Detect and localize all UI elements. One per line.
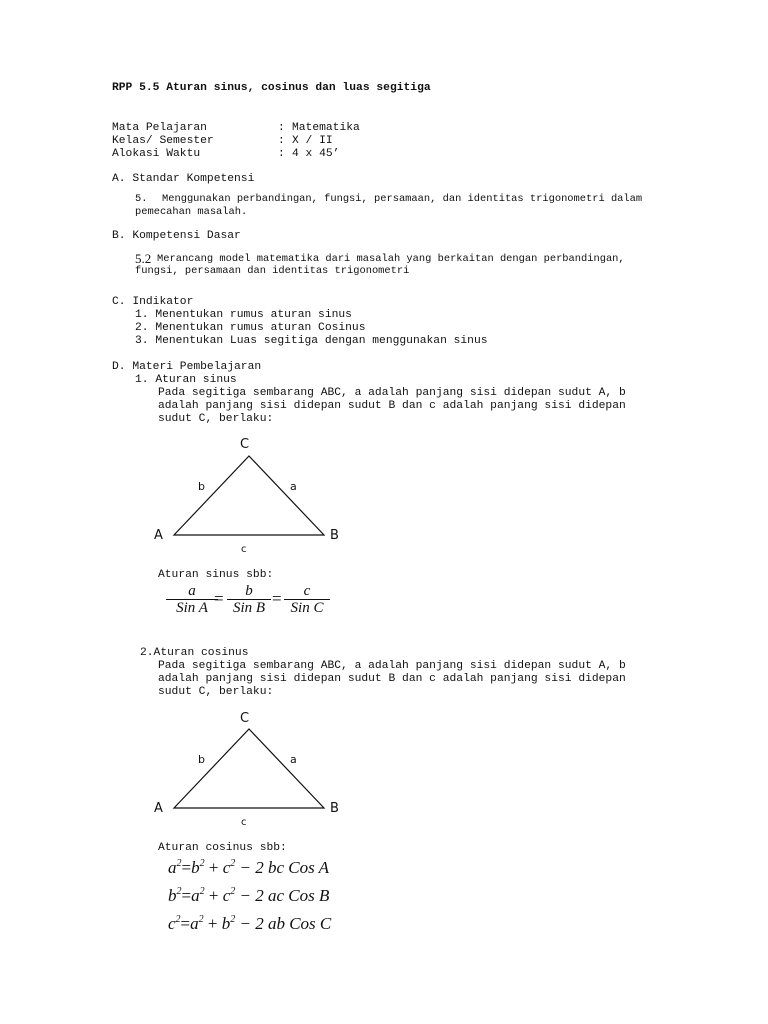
sinus-text-line: adalah panjang sisi didepan sudut B dan c adalah panjang sisi didepan (158, 400, 626, 412)
fraction-numerator: c (284, 583, 330, 600)
plus-sign: + (204, 858, 223, 877)
section-a-heading: A. Standar Kompetensi (112, 173, 255, 185)
section-a-line1: Menggunakan perbandingan, fungsi, persamaan, dan identitas trigonometri dalam (162, 193, 643, 205)
side-label-c: c (241, 817, 247, 828)
cosinus-rule-label: Aturan cosinus sbb: (158, 842, 287, 854)
info-label: Kelas/ Semester (112, 135, 214, 147)
side-label-b: b (198, 753, 205, 766)
exponent: 2 (176, 886, 182, 897)
equals-sign: = (181, 858, 192, 877)
vertex-label-c: C (240, 711, 250, 726)
cosinus-text-line: sudut C, berlaku: (158, 686, 274, 698)
section-d-heading: D. Materi Pembelajaran (112, 361, 262, 373)
vertex-label-b: B (330, 528, 339, 543)
fraction-c-sin-c (284, 583, 330, 617)
cosine-formula-b (168, 886, 329, 906)
formula-lhs: a (168, 858, 177, 877)
cosinus-text-line: adalah panjang sisi didepan sudut B dan c adalah panjang sisi didepan (158, 673, 626, 685)
section-b-line1: Merancang model matematika dari masalah yang berkaitan dengan perbandingan, (157, 253, 625, 265)
info-value: Matematika (292, 122, 360, 134)
section-a-line2: pemecahan masalah. (135, 206, 248, 218)
vertex-label-a: A (154, 528, 163, 543)
sinus-text-line: Pada segitiga sembarang ABC, a adalah panjang sisi didepan sudut A, b (158, 387, 626, 399)
cosine-formula-c (168, 914, 331, 934)
side-label-a: a (290, 753, 297, 766)
fraction-denominator: Sin B (232, 600, 266, 616)
equals-sign: = (181, 886, 192, 905)
exponent: 2 (230, 914, 236, 925)
formula-rest: − 2 ac Cos B (235, 886, 330, 905)
plus-sign: + (204, 886, 223, 905)
vertex-label-a: A (154, 801, 163, 816)
cosinus-text-line: Pada segitiga sembarang ABC, a adalah panjang sisi didepan sudut A, b (158, 660, 626, 672)
formula-term: b (191, 858, 200, 877)
formula-term: a (190, 914, 199, 933)
info-sep: : (278, 122, 285, 134)
equals-sign: = (214, 589, 224, 608)
formula-term: b (221, 914, 231, 933)
section-b-line2: fungsi, persamaan dan identitas trigonometri (135, 265, 410, 277)
side-label-b: b (198, 480, 205, 493)
info-label: Mata Pelajaran (112, 122, 207, 134)
exponent: 2 (175, 914, 181, 925)
section-b-heading: B. Kompetensi Dasar (112, 230, 241, 242)
plus-sign: + (203, 914, 222, 933)
exponent: 2 (198, 914, 204, 925)
formula-term: c (222, 858, 231, 877)
exponent: 2 (199, 886, 205, 897)
sinus-text-line: sudut C, berlaku: (158, 413, 274, 425)
triangle-shape (174, 456, 324, 535)
formula-lhs: b (168, 886, 177, 905)
section-b-number: 5.2 (135, 251, 152, 266)
sinus-rule-label: Aturan sinus sbb: (158, 569, 274, 581)
formula-term: a (191, 886, 200, 905)
indicator-item: 2. Menentukan rumus aturan Cosinus (135, 322, 366, 334)
info-sep: : (278, 135, 285, 147)
exponent: 2 (230, 858, 236, 869)
side-label-a: a (290, 480, 297, 493)
fraction-numerator: b (227, 583, 271, 600)
exponent: 2 (199, 858, 205, 869)
equals-sign: = (272, 589, 282, 608)
side-label-c: c (241, 544, 247, 555)
vertex-label-c: C (240, 437, 250, 452)
fraction-denominator: Sin A (176, 600, 208, 616)
cosinus-subheading: 2.Aturan cosinus (140, 647, 249, 659)
exponent: 2 (176, 858, 182, 869)
formula-lhs: c (168, 914, 176, 933)
info-sep: : (278, 148, 285, 160)
equals-sign: = (180, 914, 191, 933)
info-label: Alokasi Waktu (112, 148, 201, 160)
formula-rest: − 2 bc Cos A (235, 858, 330, 877)
formula-rest: − 2 ab Cos C (235, 914, 332, 933)
info-value: X / II (292, 135, 333, 147)
fraction-denominator: Sin C (290, 600, 324, 616)
section-a-number: 5. (135, 193, 148, 205)
formula-term: c (222, 886, 231, 905)
page-title: RPP 5.5 Aturan sinus, cosinus dan luas segitiga (112, 82, 431, 94)
info-value: 4 x 45’ (292, 148, 340, 160)
fraction-numerator: a (166, 583, 218, 600)
sinus-subheading: 1. Aturan sinus (135, 374, 237, 386)
section-c-heading: C. Indikator (112, 296, 194, 308)
fraction-a-sin-a (166, 583, 218, 617)
vertex-label-b: B (330, 801, 339, 816)
exponent: 2 (230, 886, 236, 897)
indicator-item: 1. Menentukan rumus aturan sinus (135, 309, 352, 321)
cosine-formula-a (168, 858, 329, 878)
indicator-item: 3. Menentukan Luas segitiga dengan menggunakan sinus (135, 335, 488, 347)
triangle-shape (174, 729, 324, 808)
fraction-b-sin-b (227, 583, 271, 617)
